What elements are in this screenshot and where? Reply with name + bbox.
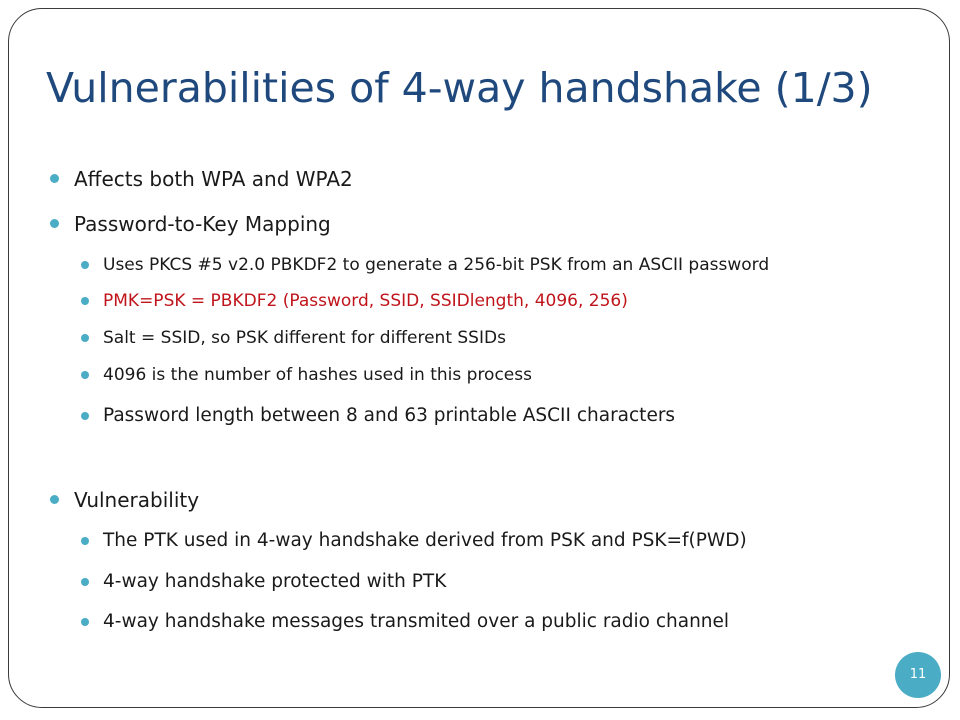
bullet-dot-icon [81, 334, 89, 342]
bullet-text: Password-to-Key Mapping [74, 212, 331, 236]
bullet-dot-icon [81, 412, 89, 420]
bullet-dot-icon [81, 537, 89, 545]
bullet-text: 4096 is the number of hashes used in this process [103, 365, 532, 385]
bullet-dot-icon [81, 261, 89, 269]
sub-bullet-pmk-formula [103, 288, 628, 314]
bullet-dot-icon [81, 297, 89, 305]
bullet-text: Affects both WPA and WPA2 [74, 167, 353, 191]
bullet-affects-wpa [74, 164, 353, 194]
bullet-dot-icon [50, 174, 59, 183]
bullet-text: Vulnerability [74, 488, 200, 512]
bullet-text: Uses PKCS #5 v2.0 PBKDF2 to generate a 256-bit PSK from an ASCII password [103, 255, 770, 275]
bullet-dot-icon [81, 618, 89, 626]
sub-bullet-password-length [103, 403, 675, 429]
sub-bullet-pbkdf2 [103, 252, 769, 278]
sub-bullet-ptk-protection [103, 569, 446, 595]
bullet-dot-icon [81, 371, 89, 379]
page-number-badge: 11 [895, 652, 941, 698]
bullet-text: 4-way handshake protected with PTK [103, 571, 447, 592]
bullet-dot-icon [81, 578, 89, 586]
slide-title: Vulnerabilities of 4-way handshake (1/3) [46, 64, 873, 112]
bullet-text: Password length between 8 and 63 printable ASCII characters [103, 405, 676, 426]
bullet-text: PMK=PSK = PBKDF2 (Password, SSID, SSIDlength, 4096, 256) [103, 291, 628, 311]
bullet-text: The PTK used in 4-way handshake derived from PSK and PSK=f(PWD) [103, 530, 747, 551]
sub-bullet-salt [103, 325, 506, 351]
bullet-text: Salt = SSID, so PSK different for different SSIDs [103, 328, 506, 348]
sub-bullet-hash-count [103, 362, 532, 388]
bullet-text: 4-way handshake messages transmited over a public radio channel [103, 611, 730, 632]
sub-bullet-radio-channel [103, 609, 729, 635]
bullet-password-to-key [74, 209, 331, 239]
sub-bullet-ptk-derivation [103, 528, 747, 554]
bullet-dot-icon [50, 219, 59, 228]
bullet-vulnerability [74, 485, 199, 515]
bullet-dot-icon [50, 495, 59, 504]
